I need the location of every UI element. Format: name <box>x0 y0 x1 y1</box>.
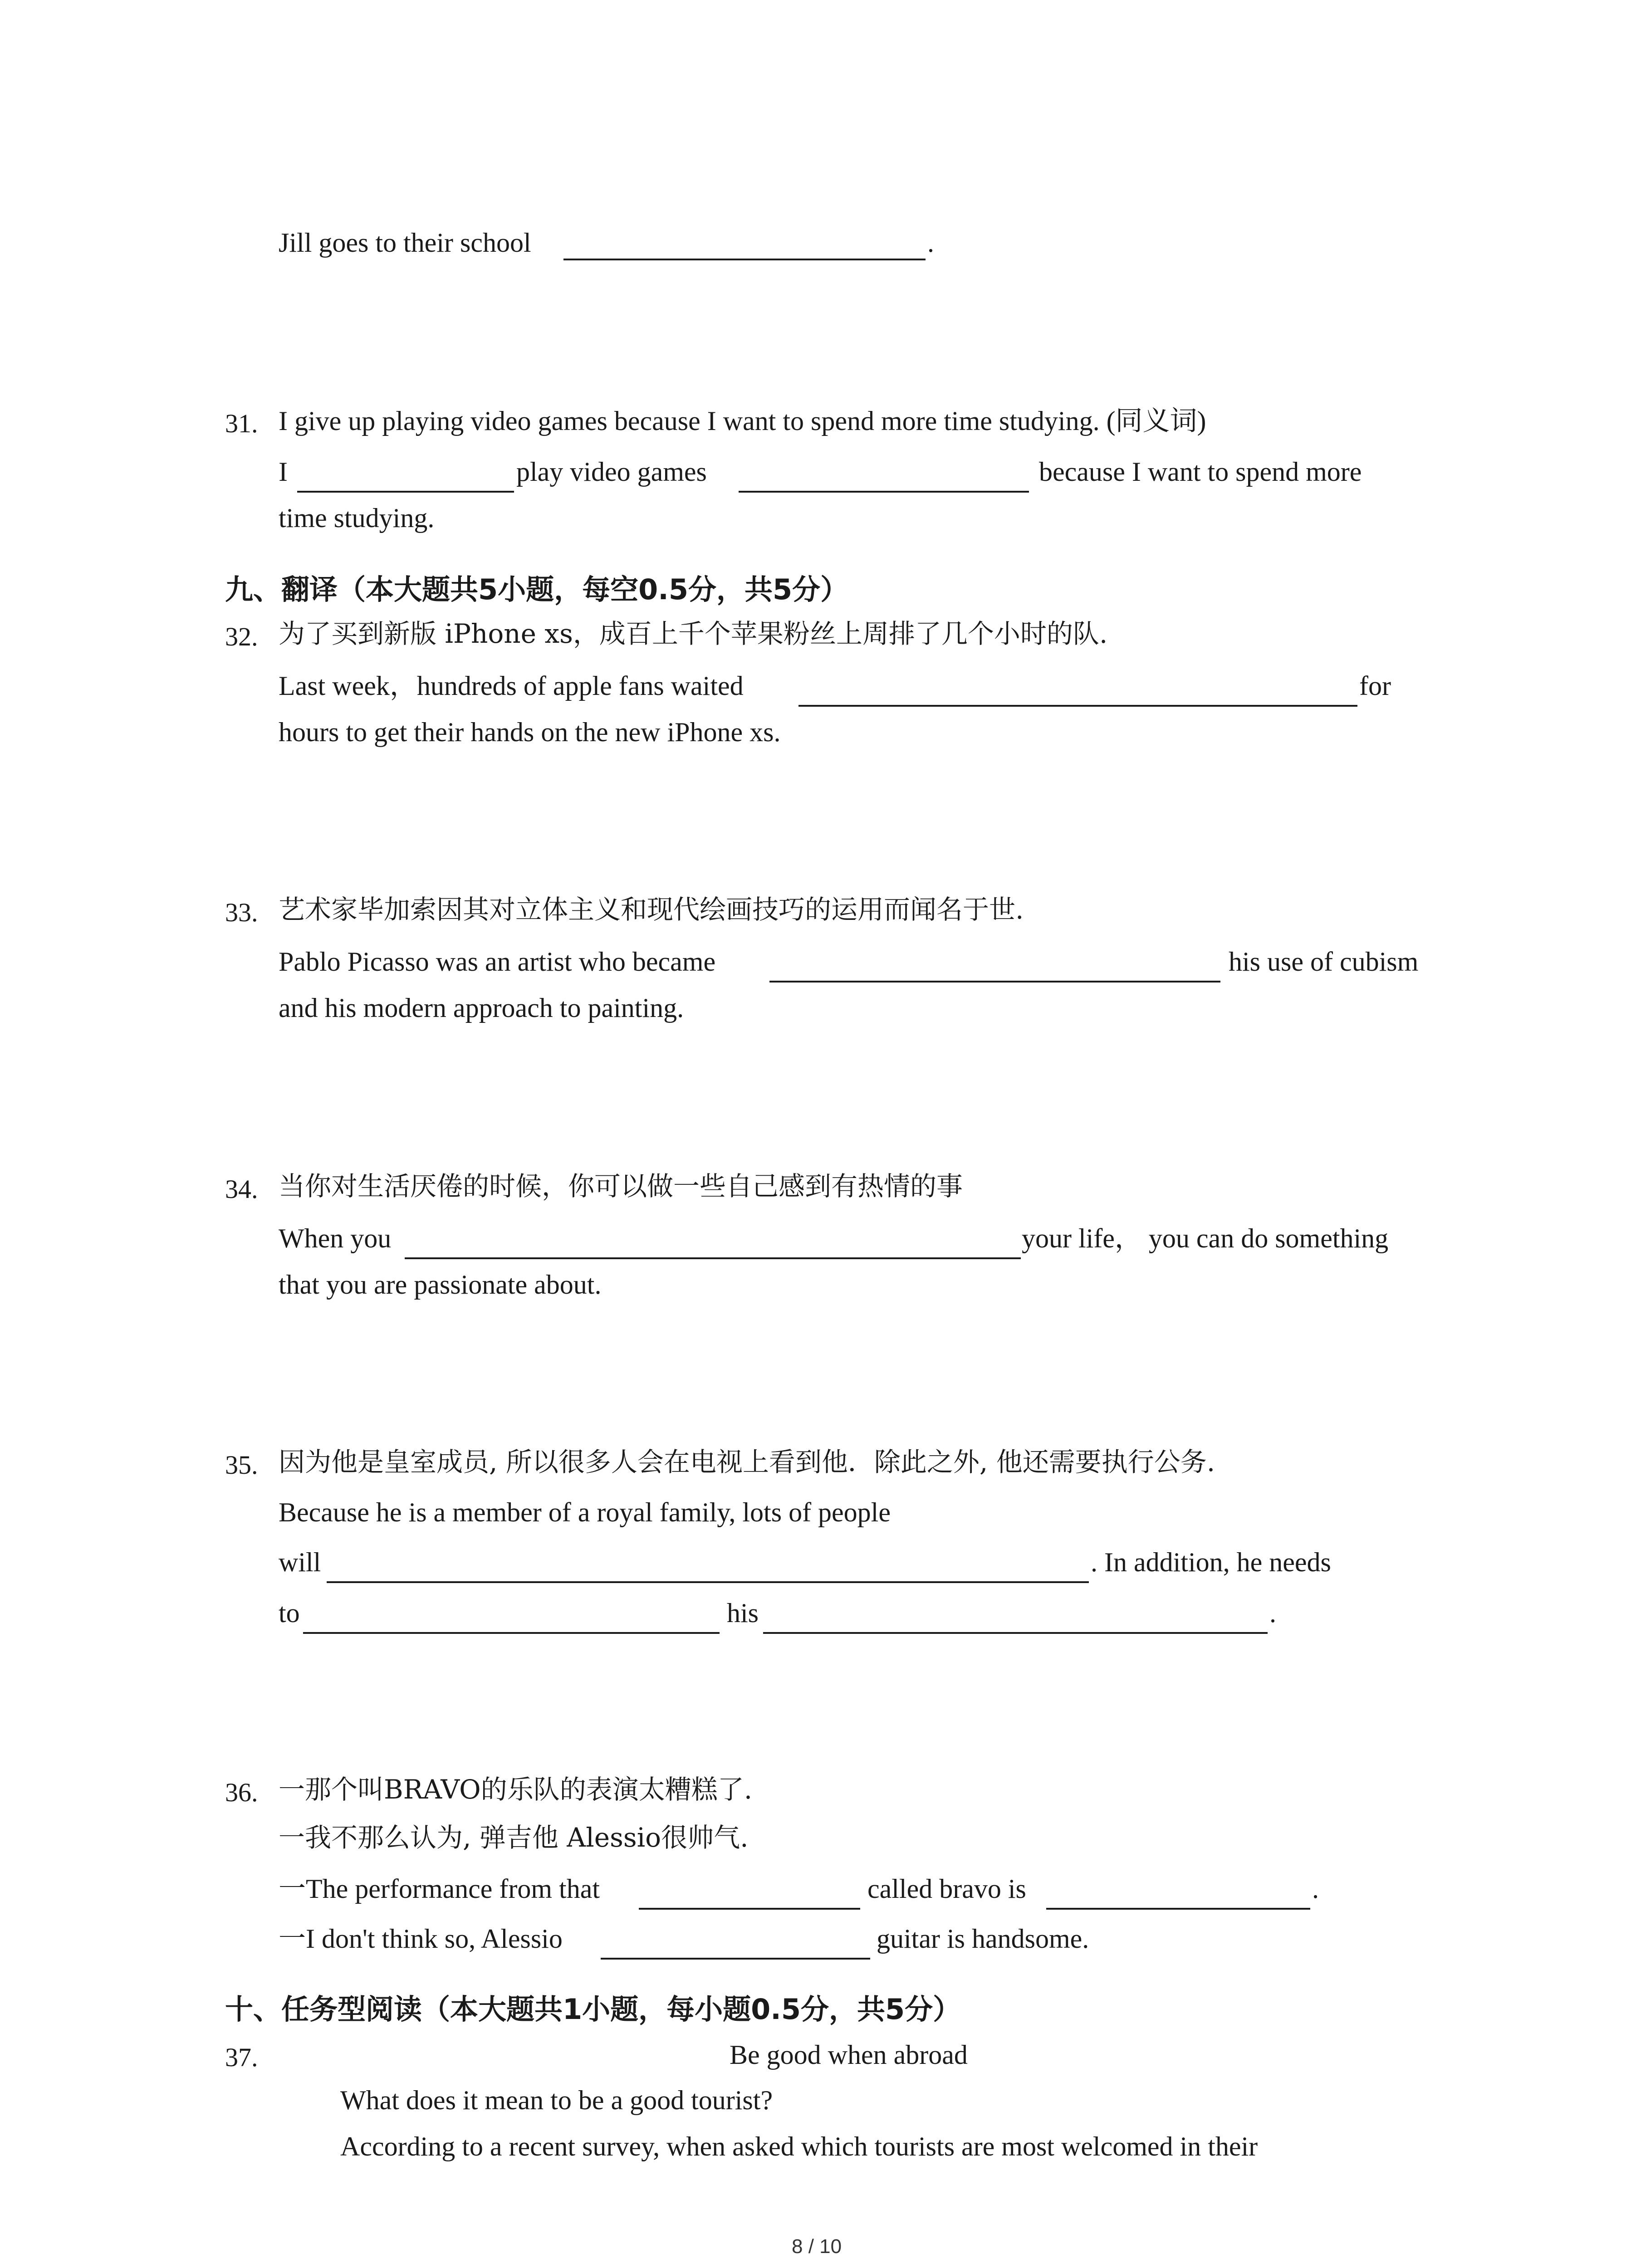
q33-number: 33. <box>225 898 258 927</box>
q34-blank[interactable] <box>405 1257 1021 1259</box>
q31-blank-2[interactable] <box>739 491 1029 493</box>
q31-line1-b: play video games <box>516 457 707 487</box>
section-10-heading: 十、任务型阅读（本大题共1小题，每小题0.5分，共5分） <box>225 1993 961 2026</box>
q35-line3-c: . <box>1269 1598 1276 1628</box>
q35-number: 35. <box>225 1450 258 1480</box>
q35-line2-a: will <box>279 1547 321 1577</box>
q35-chinese: 因为他是皇室成员, 所以很多人会在电视上看到他．除此之外, 他还需要执行公务. <box>279 1447 1215 1477</box>
q37-paragraph-1: What does it mean to be a good tourist? <box>340 2085 773 2115</box>
q30-line: Jill goes to their school <box>279 228 531 258</box>
q34-chinese: 当你对生活厌倦的时候，你可以做一些自己感到有热情的事 <box>279 1171 963 1202</box>
q33-blank[interactable] <box>769 981 1220 982</box>
q33-line2: and his modern approach to painting. <box>279 993 684 1023</box>
q31-blank-1[interactable] <box>297 491 514 493</box>
q35-line3-a: to <box>279 1598 300 1628</box>
q36-chinese-2: 一我不那么认为, 弹吉他 Alessio很帅气. <box>279 1822 749 1853</box>
q37-title: Be good when abroad <box>730 2040 968 2070</box>
q36-blank-1[interactable] <box>639 1908 860 1910</box>
q36-line2-a: 一I don't think so, Alessio <box>279 1924 563 1954</box>
q36-line1-b: called bravo is <box>867 1874 1026 1904</box>
q33-line1-a: Pablo Picasso was an artist who became <box>279 947 716 977</box>
q37-number: 37. <box>225 2043 258 2072</box>
q36-line2-b: guitar is handsome. <box>877 1924 1089 1954</box>
q31-prompt: I give up playing video games because I want to spend more time studying. (同义词) <box>279 406 1206 436</box>
q34-line1-b: your life， you can do something <box>1022 1223 1389 1253</box>
page-number: 8 / 10 <box>792 2235 842 2258</box>
q36-number: 36. <box>225 1778 258 1807</box>
q34-line1-a: When you <box>279 1223 392 1253</box>
q30-period: . <box>927 228 934 258</box>
q31-line2: time studying. <box>279 503 435 533</box>
q31-line1-a: I <box>279 457 288 487</box>
section-9-heading: 九、翻译（本大题共5小题，每空0.5分，共5分） <box>225 573 849 606</box>
q35-line2-b: . In addition, he needs <box>1091 1547 1331 1577</box>
q36-blank-2[interactable] <box>1046 1908 1310 1910</box>
q32-line2: hours to get their hands on the new iPhone xs. <box>279 717 781 747</box>
q35-line1: Because he is a member of a royal family, lots of people <box>279 1497 891 1527</box>
q37-paragraph-2: According to a recent survey, when asked which tourists are most welcomed in their <box>340 2131 1258 2161</box>
q36-line1-c: . <box>1312 1874 1319 1904</box>
q31-number: 31. <box>225 409 258 438</box>
q35-line3-b: his <box>727 1598 759 1628</box>
q31-line1-c: because I want to spend more <box>1039 457 1362 487</box>
q34-number: 34. <box>225 1174 258 1204</box>
q36-line1-a: 一The performance from that <box>279 1874 600 1904</box>
q32-line1-a: Last week，hundreds of apple fans waited <box>279 671 744 701</box>
q35-blank-3[interactable] <box>763 1632 1268 1634</box>
q32-blank[interactable] <box>798 705 1357 707</box>
q33-line1-b: his use of cubism <box>1229 947 1419 977</box>
q33-chinese: 艺术家毕加索因其对立体主义和现代绘画技巧的运用而闻名于世. <box>279 894 1024 925</box>
q30-blank[interactable] <box>563 259 926 260</box>
q36-chinese-1: 一那个叫BRAVO的乐队的表演太糟糕了. <box>279 1774 753 1805</box>
q32-number: 32. <box>225 622 258 651</box>
q36-blank-3[interactable] <box>601 1958 870 1960</box>
q32-chinese: 为了买到新版 iPhone xs，成百上千个苹果粉丝上周排了几个小时的队. <box>279 618 1108 649</box>
q32-line1-b: for <box>1359 671 1391 701</box>
q35-blank-2[interactable] <box>303 1632 720 1634</box>
q35-blank-1[interactable] <box>327 1581 1089 1583</box>
q34-line2: that you are passionate about. <box>279 1270 602 1300</box>
